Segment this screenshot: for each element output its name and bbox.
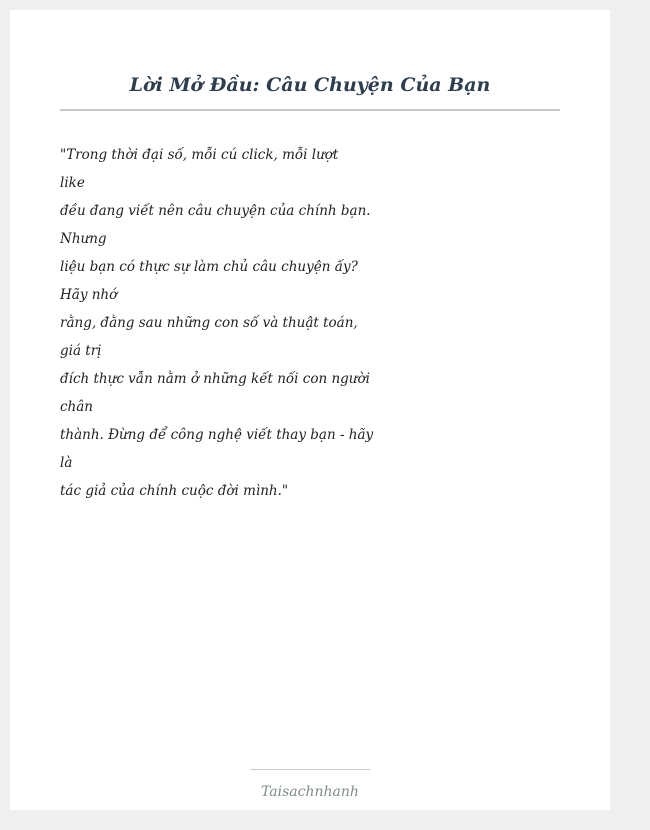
quote-line: rằng, đằng sau những con số và thuật toán, bbox=[60, 315, 358, 331]
quote-line: đều đang viết nên câu chuyện của chính bạn. bbox=[60, 203, 371, 219]
quote-line: liệu bạn có thực sự làm chủ câu chuyện ấy? bbox=[60, 259, 358, 275]
page-title: Lời Mở Đầu: Câu Chuyện Của Bạn bbox=[129, 74, 491, 96]
quote-line: chân bbox=[60, 399, 93, 415]
quote-body bbox=[60, 141, 580, 505]
quote-line: "Trong thời đại số, mỗi cú click, mỗi lượt bbox=[60, 147, 339, 163]
quote-line: Hãy nhớ bbox=[60, 287, 118, 303]
title-divider bbox=[60, 109, 560, 111]
quote-line: đích thực vẫn nằm ở những kết nối con người bbox=[60, 371, 370, 387]
footer-divider bbox=[250, 769, 370, 770]
quote-line: là bbox=[60, 455, 73, 471]
quote-line: giá trị bbox=[60, 343, 102, 359]
quote-line: Nhưng bbox=[60, 231, 107, 247]
quote-line: thành. Đừng để công nghệ viết thay bạn - hãy bbox=[60, 427, 374, 443]
document-page bbox=[10, 10, 610, 810]
footer-brand: Taisachnhanh bbox=[261, 784, 359, 800]
quote-line: like bbox=[60, 175, 85, 191]
quote-line: tác giả của chính cuộc đời mình." bbox=[60, 483, 289, 499]
